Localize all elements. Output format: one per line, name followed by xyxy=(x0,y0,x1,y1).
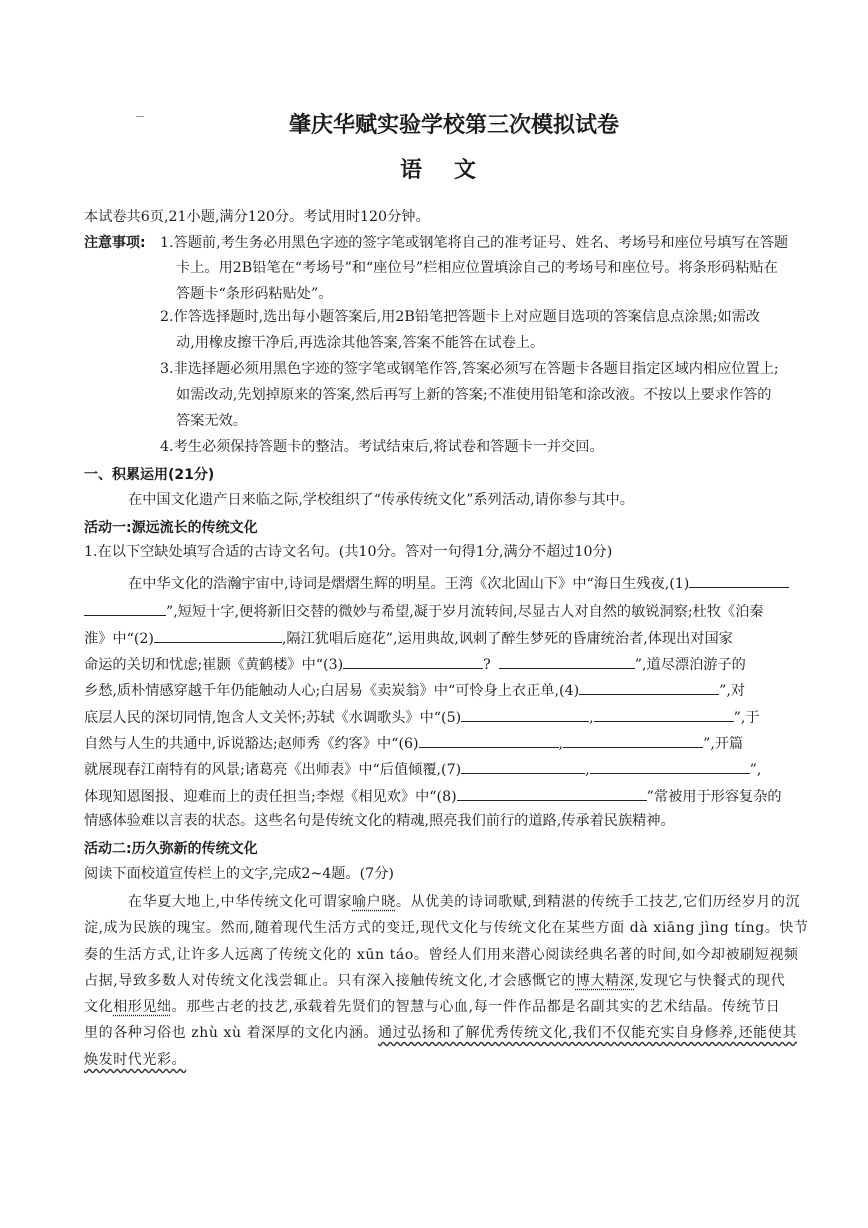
reading-line-4: 占据,导致多数人对传统文化浅尝辄止。只有深入接触传统文化,才会感慨它的博大精深,发现它与快餐式的现代 xyxy=(84,973,786,989)
exam-title: 肇庆华赋实验学校第三次模拟试卷 xyxy=(288,113,619,138)
blank-3a xyxy=(343,653,483,669)
blank-5b xyxy=(594,706,734,722)
blank-1a xyxy=(689,572,789,588)
note-1-line-3: 答题卡“条形码粘贴处”。 xyxy=(176,286,333,302)
blank-8 xyxy=(457,785,647,801)
poem-para-line-2: ”,短短十字,便将新旧交替的微妙与希望,凝于岁月流转间,尽显古人对自然的敏锐洞察;杜牧《泊秦 xyxy=(84,600,764,622)
blank-5a xyxy=(461,706,589,722)
reading-line-2: 淀,成为民族的瑰宝。然而,随着现代生活方式的变迁,现代文化与传统文化在某些方面 dà xiāng jìng tíng。快节 xyxy=(84,920,809,936)
poem-para-line-10: 情感体验难以言表的状态。这些名句是传统文化的精魂,照亮我们前行的道路,传承着民族精神。 xyxy=(84,813,675,829)
blank-7a xyxy=(461,758,585,774)
blank-3b xyxy=(499,653,635,669)
poem-para-line-6: 底层人民的深切同情,饱含人文关怀;苏轼《水调歌头》中“(5) , ”,于 xyxy=(84,706,760,728)
note-2-line-2: 动,用橡皮擦干净后,再选涂其他答案,答案不能答在试卷上。 xyxy=(176,335,545,351)
activity-2-instruction: 阅读下面校道宣传栏上的文字,完成2~4题。(7分) xyxy=(84,866,394,882)
reading-line-6: 里的各种习俗也 zhù xù 着深厚的文化内涵。通过弘扬和了解优秀传统文化,我们不仅能充实自身修养,还能使其 xyxy=(84,1025,797,1041)
wavy-underlined-sentence-end: 焕发时代光彩。 xyxy=(84,1052,187,1068)
dotted-word-2: 博大精深 xyxy=(575,973,635,989)
note-3-line-1: 3.非选择题必须用黑色字迹的签字笔或钢笔作答,答案必须写在答题卡各题目指定区域内相应位置上; xyxy=(160,361,779,377)
notes-label: 注意事项: xyxy=(84,235,146,251)
poem-para-line-1: 在中华文化的浩瀚宇宙中,诗词是熠熠生辉的明星。王湾《次北固山下》中“海日生残夜,(1) xyxy=(128,572,789,594)
activity-2-heading: 活动二:历久弥新的传统文化 xyxy=(84,841,258,857)
note-3-line-3: 答案无效。 xyxy=(176,413,247,429)
blank-4 xyxy=(579,679,719,695)
note-1-line-2: 卡上。用2B铅笔在“考场号”和“座位号”栏相应位置填涂自己的考场号和座位号。将条形码粘贴在 xyxy=(176,260,778,276)
section-1-heading: 一、积累运用(21分) xyxy=(84,467,215,483)
note-1-line-1: 1.答题前,考生务必用黑色字迹的签字笔或钢笔将自己的准考证号、姓名、考场号和座位号填写在答题 xyxy=(160,235,789,251)
blank-6a xyxy=(419,732,559,748)
poem-para-line-8: 就展现春江南特有的风景;诸葛亮《出师表》中“后值倾覆,(7) , ”, xyxy=(84,758,761,780)
dotted-word-3: 相形见绌 xyxy=(113,999,172,1015)
reading-line-5: 文化相形见绌。那些古老的技艺,承载着先贤们的智慧与心血,每一件作品都是名副其实的艺术结晶。传统节日 xyxy=(84,999,781,1015)
note-2-line-1: 2.作答选择题时,选出每小题答案后,用2B铅笔把答题卡上对应题目选项的答案信息点涂黑;如需改 xyxy=(160,309,761,325)
blank-1b xyxy=(84,600,166,616)
dotted-word-1: 喻户晓 xyxy=(352,894,396,910)
section-1-intro: 在中国文化遗产日来临之际,学校组织了“传承传统文化”系列活动,请你参与其中。 xyxy=(128,492,634,508)
blank-7b xyxy=(590,758,750,774)
subject-title: 语文 xyxy=(399,158,508,183)
blank-2 xyxy=(154,627,282,643)
blank-6b xyxy=(563,732,703,748)
activity-1-heading: 活动一:源远流长的传统文化 xyxy=(84,520,258,536)
note-4-line-1: 4.考生必须保持答题卡的整洁。考试结束后,将试卷和答题卡一并交回。 xyxy=(160,439,604,455)
poem-para-line-9: 体现知恩图报、迎难而上的责任担当;李煜《相见欢》中“(8) ”常被用于形容复杂的 xyxy=(84,785,782,807)
poem-para-line-4: 命运的关切和忧虑;崔颢《黄鹤楼》中“(3) ? ”,道尽漂泊游子的 xyxy=(84,653,746,675)
exam-intro: 本试卷共6页,21小题,满分120分。考试用时120分钟。 xyxy=(84,209,430,225)
note-3-line-2: 如需改动,先划掉原来的答案,然后再写上新的答案;不准使用铅笔和涂改液。不按以上要求作答的 xyxy=(176,387,772,403)
poem-para-line-7: 自然与人生的共通中,诉说豁达;赵师秀《约客》中“(6) , ”,开篇 xyxy=(84,732,743,754)
reading-line-3: 奏的生活方式,让许多人远离了传统文化的 xūn táo。曾经人们用来潜心阅读经典名著的时间,如今却被刷短视频 xyxy=(84,947,799,963)
question-1: 1.在以下空缺处填写合适的古诗文名句。(共10分。答对一句得1分,满分不超过10分) xyxy=(84,544,613,560)
reading-line-1: 在华夏大地上,中华传统文化可谓家喻户晓。从优美的诗词歌赋,到精湛的传统手工技艺,它们历经岁月的沉 xyxy=(128,894,801,910)
poem-para-line-3: 淮》中“(2) ,隔江犹唱后庭花”,运用典故,讽刺了醉生梦死的昏庸统治者,体现出对国家 xyxy=(84,627,733,649)
reading-line-7 xyxy=(84,1050,186,1070)
wavy-underlined-sentence: 通过弘扬和了解优秀传统文化,我们不仅能充实自身修养,还能使其 xyxy=(378,1025,797,1041)
poem-para-line-5: 乡愁,质朴情感穿越千年仍能触动人心;白居易《卖炭翁》中“可怜身上衣正单,(4) ”,对 xyxy=(84,679,745,701)
